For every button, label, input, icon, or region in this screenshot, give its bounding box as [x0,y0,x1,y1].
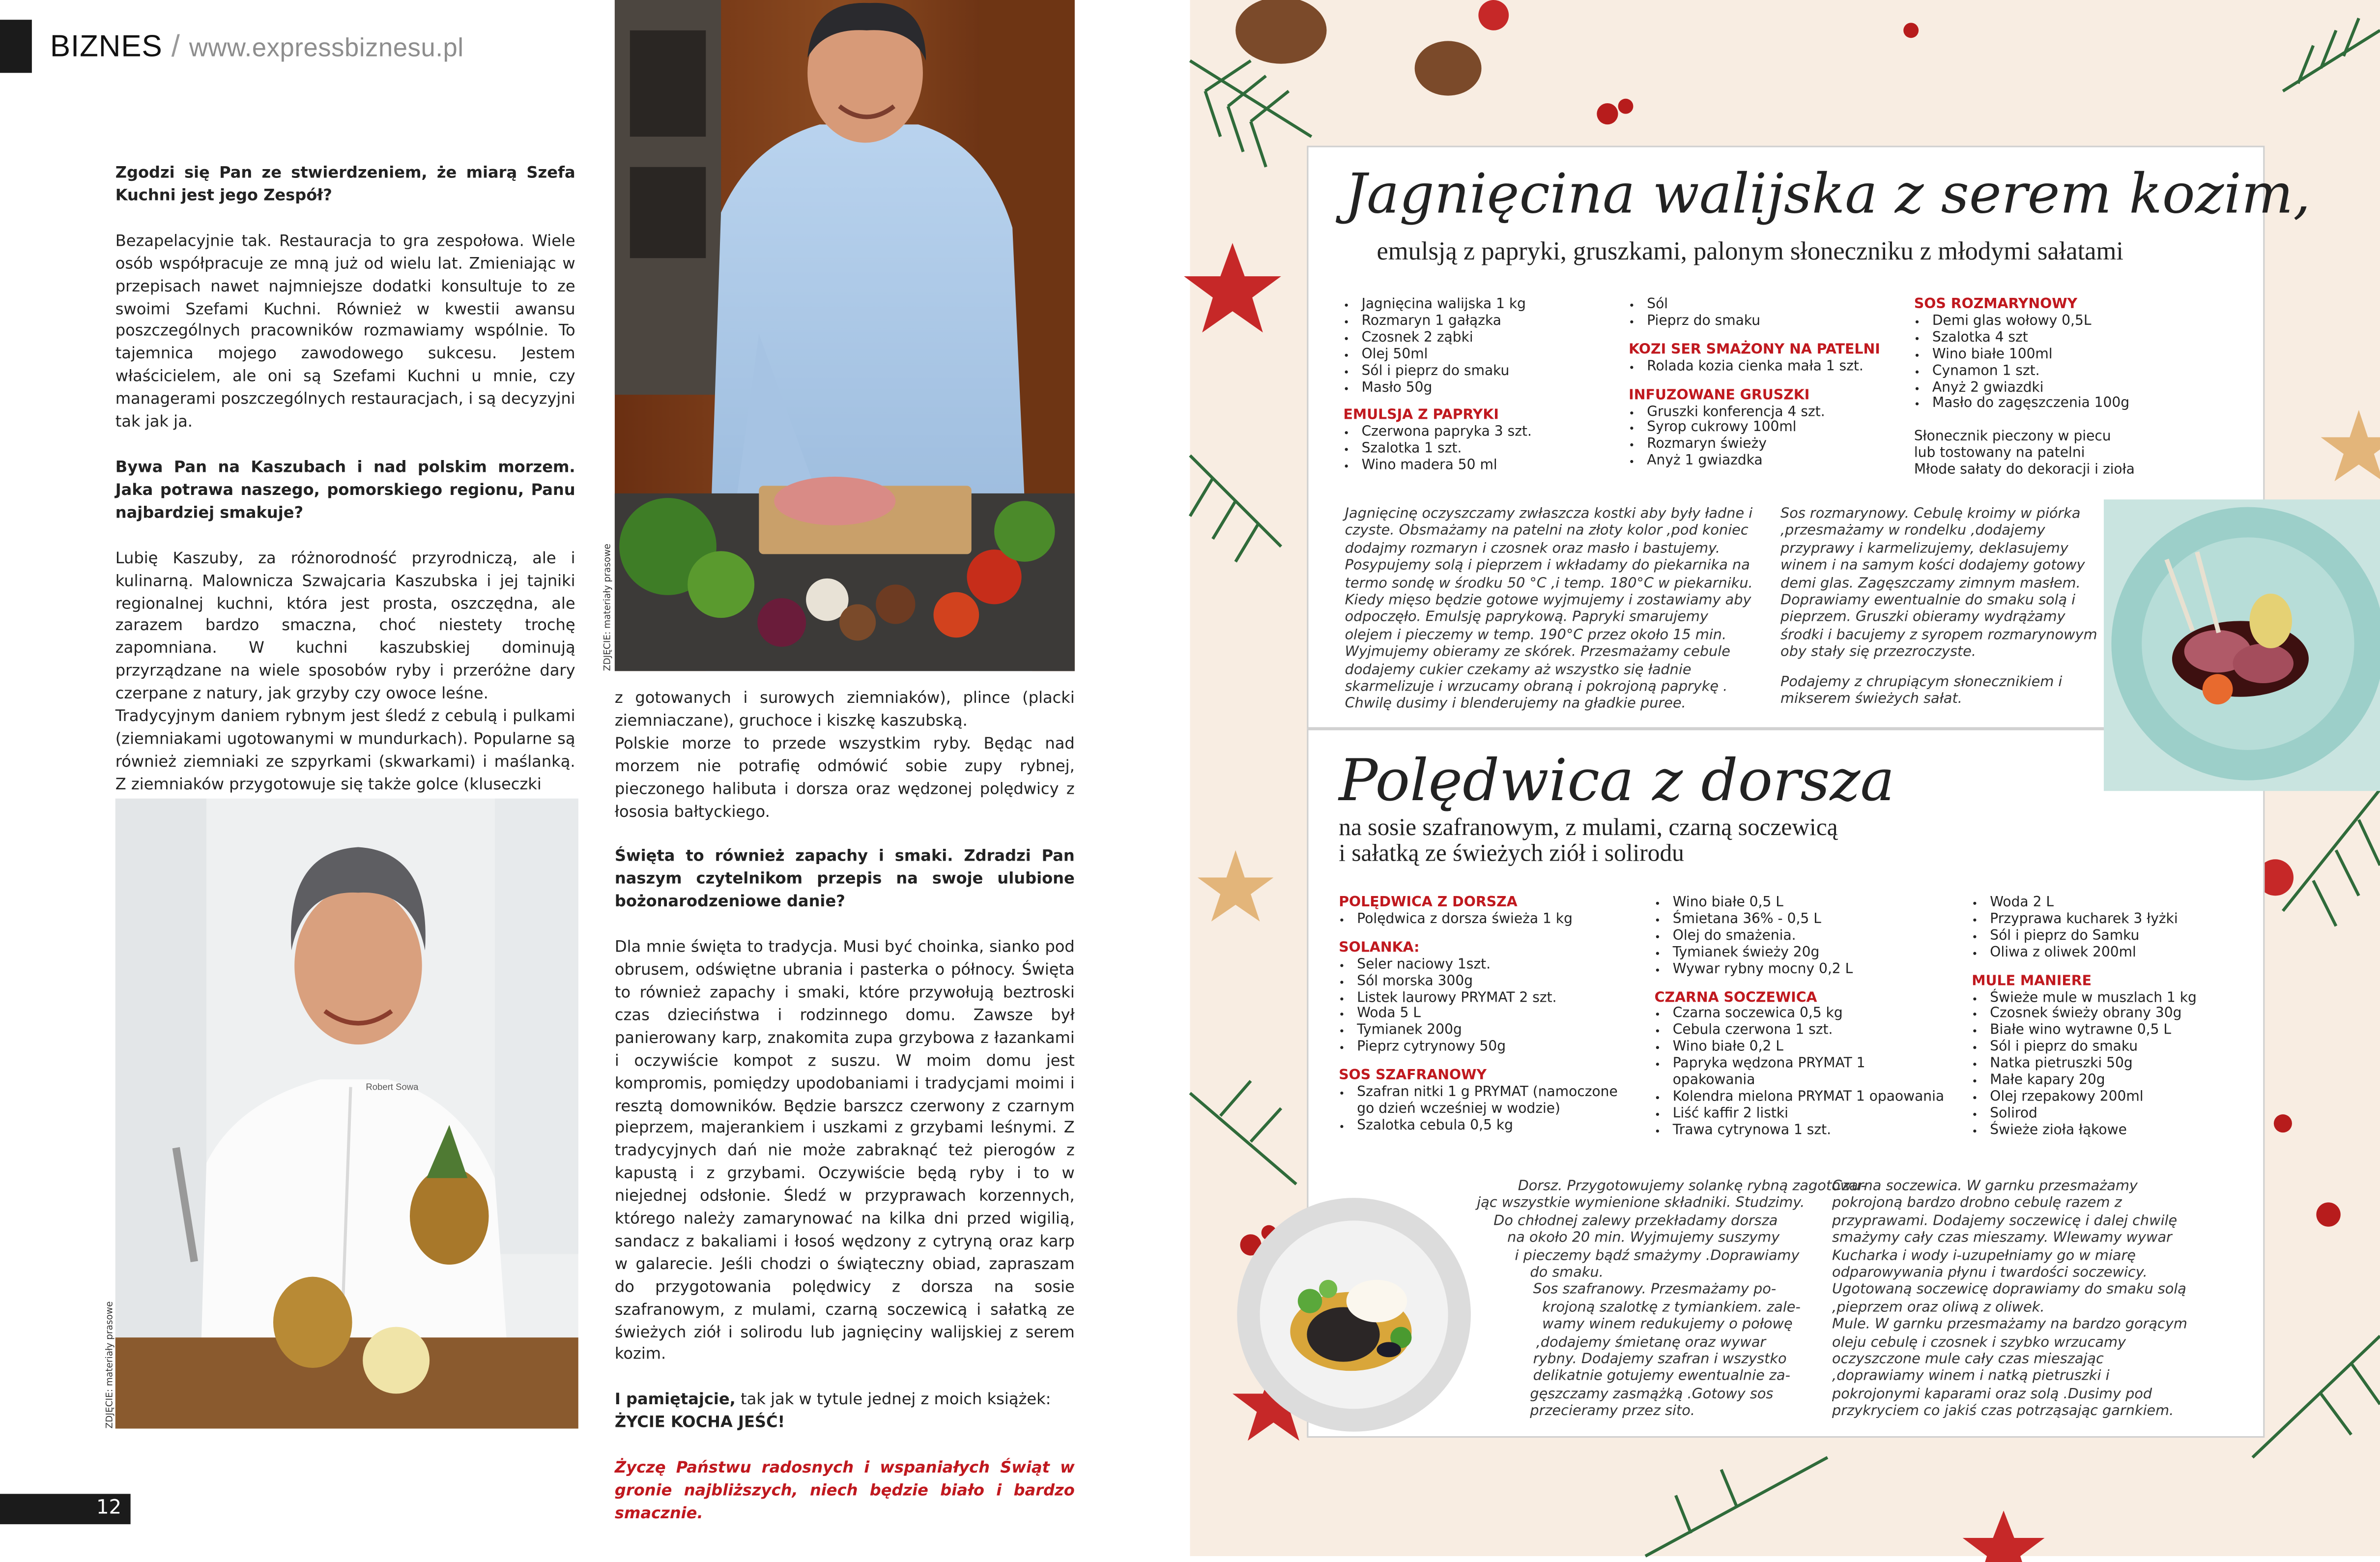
recipe1-subtitle: emulsją z papryki, gruszkami, palonym słoneczniku z młodymi sałatami [1376,236,2123,266]
ingredient-list [1343,297,1616,397]
ingredient-item: • Natka pietruszki 50g [1990,1057,2245,1073]
closing-line [615,1389,1075,1412]
recipe1-ingredients-col3 [1914,297,2187,426]
ingredient-item: • Wino madera 50 ml [1362,459,1617,475]
ingredient-group-heading: MULE MANIERE [1972,972,2092,989]
ingredient-item: • Polędwica z dorsza świeża 1 kg [1357,912,1621,929]
ingredient-item: • Cebula czerwona 1 szt. [1673,1024,1952,1041]
ingredient-item: • Wino białe 0,5 L [1673,896,1952,912]
article-column-1 [115,163,575,794]
ingredient-list [1972,896,2245,962]
ingredient-item: • Śmietana 36% - 0,5 L [1673,912,1952,929]
ingredient-list [1629,359,1902,376]
ingredient-item: • Rolada kozia cienka mała 1 szt. [1647,359,1902,376]
ingredient-group-heading: SOS ROZMARYNOWY [1914,296,2078,313]
ingredient-item: • Sól morska 300g [1357,974,1621,991]
interview-paragraph: Bezapelacyjnie tak. Restauracja to gra zespołowa. Wiele osób współpracuje ze mną już od wielu lat. Zmieniając w przepisach nawet najmniejsze dodatki konsultuje to ze swoimi Szefami Kuchni. Również w kwestii awansu poszczególnych pracowników rozmawiamy wspólnie. To tajemnica mojego zawodowego sukcesu. Jestem właścicielem, ale oni są Szefami Kuchni u mnie, czy managerami poszczególnych restauracjach, i są decyzyjni tak jak ja. [115,232,575,432]
recipe1-method-left [1345,506,1755,714]
recipe1-garnish-note [1914,430,2187,479]
ingredient-item: • Olej 50ml [1362,347,1617,364]
method-line: i pieczemy bądź smażymy .Doprawiamy [1515,1247,1800,1264]
paragraph-gap [615,1435,1075,1457]
ingredient-group-heading: INFUZOWANE GRUSZKI [1629,386,1810,404]
jacket-embroidery: Robert Sowa [366,1081,419,1092]
recipe1-serving-text: Podajemy z chrupiącym słonecznikiem i mikserem świeżych sałat. [1780,673,2063,708]
interview-paragraph: Polskie morze to przede wszystkim ryby. Będąc nad morzem nie potrafię odmówić sobie zupy rybnej, pieczonego halibuta i dorsza oraz wędzonej polędwicy z łososia bałtyckiego. [614,734,1075,821]
ingredient-group-heading: KOZI SER SMAŻONY NA PATELNI [1629,341,1880,358]
ingredient-item: • Demi glas wołowy 0,5L [1932,314,2187,331]
recipe2-subtitle-line1: na sosie szafranowym, z mulami, czarną soczewicą [1339,815,1838,841]
lamb-dish-photo [2104,499,2380,791]
method-line: do smaku. [1530,1265,1604,1282]
paragraph-gap [115,208,575,231]
ingredient-item: • Solirod [1990,1106,2245,1123]
recipe2-method-mussels: Mule. W garnku przesmażamy na bardzo gorącym oleju cebulę i czosnek i szybko wrzucamy oczyszczone mule cały czas mieszając ,doprawiamy winem i natką pietruszki i pokrojonymi kaparami oraz solą .Dusimy pod przykryciem co jakiś czas potrząsając garnkiem. [1832,1316,2187,1420]
chef-cooking-photo [615,0,1075,671]
ingredient-list [1655,1007,1952,1139]
closing-rest: tak jak w tytule jednej z moich książek: [741,1391,1051,1410]
paragraph-gap [615,914,1075,937]
ingredient-group-heading: EMULSJA Z PAPRYKI [1343,407,1499,425]
holiday-wishes: Życzę Państwu radosnych i wspaniałych Świąt w gronie najbliższych, niech będzie biało i bardzo smacznie. [614,1459,1075,1523]
interview-paragraph: Tradycyjnym daniem rybnym jest śledź z cebulą i pulkami (ziemniakami ugotowanymi w mundurkach). Popularne są również ziemniaki ze szpyrkami (skwarkami) i maślanką. Z ziemniaków przygotowuje się także golce (kluseczki [115,707,575,794]
photo-credit-1: ZDJĘCIE: materiały prasowe [602,544,613,671]
ingredient-item: • Szalotka 1 szt. [1362,442,1617,459]
paragraph-gap [615,823,1075,846]
ingredient-group-heading: SOLANKA: [1339,939,1420,956]
ingredient-list [1914,314,2187,413]
recipe2-subtitle-line2: i sałatką ze świeżych ziół i solirodu [1339,841,1684,867]
ingredient-item: • Czerwona papryka 3 szt. [1362,426,1617,442]
ingredient-item: • Świeże zioła łąkowe [1990,1123,2245,1140]
recipe2-method-lentils: Czarna soczewica. W garnku przesmażamy pokrojoną bardzo drobno cebulę razem z przyprawami. Dodajemy soczewicę i dalej chwilę smażymy cały czas mieszamy. Wlewamy wywar Kucharka i wody i-uzupełniamy go w miarę odparowywania płynu i twardości soczewicy. Ugotowaną soczewicę doprawiamy do smaku solą ,pieprzem oraz oliwą z oliwek. [1832,1178,2186,1316]
ingredient-item: • Kolendra mielona PRYMAT 1 opaowania [1673,1090,1952,1107]
interview-paragraph: z gotowanych i surowych ziemniaków), plince (placki ziemniaczane), gruchoce i kiszkę kaszubską. [614,689,1075,730]
ingredient-item: • Sól [1647,297,1902,314]
paragraph-gap [115,525,575,548]
ingredient-item: • Przyprawa kucharek 3 łyżki [1990,912,2245,929]
ingredient-item: • Olej do smażenia. [1673,929,1952,946]
ingredient-item: • Wino białe 100ml [1932,347,2187,364]
ingredient-item: • Czosnek 2 ząbki [1362,331,1617,347]
ingredient-list [1629,297,1902,330]
ingredient-item: • Szafran nitki 1 g PRYMAT (namoczone go dzień wcześniej w wodzie) [1357,1086,1621,1119]
ingredient-item: • Tymianek 200g [1357,1024,1621,1041]
ingredient-item: • Gruszki konferencja 4 szt. [1647,405,1902,421]
ingredient-item: • Wywar rybny mocny 0,2 L [1673,962,1952,979]
recipe2-title: Polędwica z dorsza [1339,747,1895,814]
method-line: Sos szafranowy. Przesmażamy po- [1533,1282,1777,1299]
ingredient-item: • Sól i pieprz do smaku [1990,1041,2245,1057]
recipe1-ingredients-col1 [1343,297,1616,487]
header-marker-bar [0,20,32,73]
ingredient-item: • Szalotka cebula 0,5 kg [1357,1119,1621,1135]
header-section-title [50,30,464,65]
ingredient-item: • Masło 50g [1362,380,1617,397]
garnish-line-2: lub tostowany na patelni [1914,446,2085,462]
ingredient-item: • Anyż 2 gwiazdki [1932,380,2187,397]
ingredient-list [1629,405,1902,471]
ingredient-item: • Anyż 1 gwiazdka [1647,454,1902,471]
book-title: ŻYCIE KOCHA JEŚĆ! [614,1414,785,1432]
recipe2-method-left [1427,1178,1866,1420]
lamb-dish-illustration [2104,499,2380,791]
chef-portrait-illustration [115,799,578,1429]
ingredient-item: • Cynamon 1 szt. [1932,364,2187,380]
ingredient-item: • Woda 2 L [1990,896,2245,912]
ingredient-item: • Tymianek świeży 20g [1673,945,1952,962]
ingredient-item: • Sól i pieprz do Samku [1990,929,2245,946]
recipe1-method-left-text: Jagnięcinę oczyszczamy zwłaszcza kostki aby były ładne i czyste. Obsmażamy na patelni na złoty kolor ,pod koniec dodajmy rozmaryn i czosnek oraz masło i bastujemy. Posypujemy solą i pieprzem i wkładamy do piekarnika na termo sondę w środku 50 °C ,i temp. 180°C w piekarniku. Kiedy mięso będzie gotowe wyjmujemy i zostawiamy aby odpoczęło. Emulsję paprykową. Papryki smarujemy olejem i pieczemy w temp. 190°C przez około 15 min. Wyjmujemy obieramy ze skórek. Przesmażamy cebule dodajemy cukier czekamy aż wszystko się ładnie skarmelizuje i wrzucamy obraną i pokrojoną paprykę . Chwilę dusimy i blenderujemy na gładkie puree. [1345,505,1753,713]
recipe1-ingredients-col2 [1629,297,1902,483]
recipe2-method-right [1832,1178,2196,1420]
method-line: delikatnie gotujemy ewentualnie za- [1533,1368,1790,1386]
method-line: rybny. Dodajemy szafran i wszystko [1533,1351,1787,1368]
ingredient-item: • Pieprz cytrynowy 50g [1357,1041,1621,1057]
recipe1-title: Jagnięcina walijska z serem kozim, [1345,164,2311,227]
method-line: Dorsz. Przygotowujemy solankę rybną zagotowu- [1518,1178,1866,1195]
closing-lead: I pamiętajcie, [614,1391,736,1410]
paragraph-gap [615,1367,1075,1389]
garnish-line-3: Młode sałaty do dekoracji i zioła [1914,463,2135,478]
page-number: 12 [0,1494,131,1524]
ingredient-item: • Seler naciowy 1szt. [1357,957,1621,974]
ingredient-group-heading: SOS SZAFRANOWY [1339,1067,1487,1084]
recipe1-method-right-text: Sos rozmarynowy. Cebulę kroimy w piórka ,przesmażamy w rondelku ,dodajemy przyprawy i karmelizujemy, deklasujemy winem i na samym kości dodajemy gotowy demi glas. Zagęszczamy zimnym masłem. Doprawiamy ewentualnie do smaku solą i pieprzem. Gruszki obieramy wydrążamy środki i bacujemy z syropem rozmarynowym oby stały się przezroczyste. [1780,505,2097,661]
ingredient-item: • Trawa cytrynowa 1 szt. [1673,1123,1952,1140]
recipe2-ingredients-col3 [1972,896,2245,1152]
ingredient-item: • Wino białe 0,2 L [1673,1041,1952,1057]
ingredient-item: • Olej rzepakowy 200ml [1990,1090,2245,1107]
interview-paragraph: Dla mnie święta to tradycja. Musi być choinka, sianko pod obrusem, odświętne ubrania i pasterka o północy. Święta to również zapachy i smaki, które przywołują beztroski czas dzieciństwa i rodzinnego domu. Zawsze był panierowany karp, znakomita zupa grzybowa z łazankami i oczywiście kompot z suszu. W moim domu jest kompromis, pomiędzy upodobaniami i tradycjami moimi i resztą domowników. Będzie barszcz czerwony z czarnym pieprzem, majerankiem i uszkami z grzybami leśnymi. Z tradycyjnych dań nie może zabraknąć też pierogów z kapustą i z grzybami. Oczywiście będą ryby i to w niejednej odsłonie. Śledź w przyprawach korzennych, którego należy zamarynować na kilka dni przed wigilią, sandacz z bakaliami i łosoś wędzony z cytryną oraz karp w galarecie. Jeśli chodzi o świąteczny obiad, zapraszam do przygotowania polędwicy z dorsza na sosie szafranowym, z mulami, czarną soczewicą i sałatką ze świeżych ziół i solirodu lub jagnięciny walijskiej z serem kozim. [614,938,1075,1364]
ingredient-item: • Liść kaffir 2 listki [1673,1106,1952,1123]
recipe2-ingredients-col2 [1655,896,1952,1152]
ingredient-item: • Oliwa z oliwek 200ml [1990,945,2245,962]
interview-question: Zgodzi się Pan ze stwierdzeniem, że miarą Szefa Kuchni jest jego Zespół? [115,164,575,205]
ingredient-group-heading: POLĘDWICA Z DORSZA [1339,894,1518,911]
ingredient-list [1655,896,1952,978]
ingredient-item: • Rozmaryn 1 gałązka [1362,314,1617,331]
ingredient-item: • Listek laurowy PRYMAT 2 szt. [1357,991,1621,1008]
header-section: BIZNES [50,30,163,64]
method-line: gęszczamy zasmążką .Gotowy sos [1530,1386,1774,1403]
article-column-2 [614,688,1075,1523]
ingredient-list [1339,912,1621,929]
ingredient-item: • Czarna soczewica 0,5 kg [1673,1007,1952,1024]
ingredient-item: • Szalotka 4 szt [1932,331,2187,347]
interview-paragraph: Lubię Kaszuby, za różnorodność przyrodniczą, ale i kulinarną. Malownicza Szwajcaria Kaszubska i jej tajniki regionalnej kuchni, która jest prosta, oszczędna, ale zarazem bardzo smaczna, choć niestety trochę zapomniana. W kuchni kaszubskiej dominują przyrządzane na wiele sposobów ryby i przeróżne dary czerpane z natury, jak grzyby czy owoce leśne. [115,549,575,703]
interview-question: Bywa Pan na Kaszubach i nad polskim morzem. Jaka potrawa naszego, pomorskiego regionu, Panu najbardziej smakuje? [115,458,575,522]
ingredient-item: • Jagnięcina walijska 1 kg [1362,297,1617,314]
ingredient-item: • Papryka wędzona PRYMAT 1 opakowania [1673,1057,1952,1090]
ingredient-item: • Pieprz do smaku [1647,314,1902,331]
header-separator: / [171,30,180,64]
recipe2-ingredients-col1 [1339,896,1621,1147]
ingredient-item: • Woda 5 L [1357,1007,1621,1024]
photo-credit-2: ZDJĘCIE: materiały prasowe [105,1301,115,1429]
method-line: ,dodajemy śmietanę oraz wywar [1536,1333,1766,1351]
pine-cones [1235,0,1481,96]
ingredient-item: • Syrop cukrowy 100ml [1647,421,1902,438]
garnish-line-1: Słonecznik pieczony w piecu [1914,430,2111,445]
ingredient-item: • Białe wino wytrawne 0,5 L [1990,1024,2245,1041]
header-url: www.expressbiznesu.pl [189,33,464,62]
ingredient-item: • Świeże mule w muszlach 1 kg [1990,991,2245,1008]
ingredient-list [1339,1086,1621,1135]
paragraph-gap [115,434,575,457]
ingredient-item: • Czosnek świeży obrany 30g [1990,1007,2245,1024]
ingredient-item: • Sól i pieprz do smaku [1362,364,1617,380]
method-line: wamy winem redukujemy o połowę [1542,1316,1793,1333]
ingredient-list [1972,991,2245,1140]
method-line: na około 20 min. Wyjmujemy suszymy [1507,1230,1780,1247]
ingredient-group-heading: CZARNA SOCZEWICA [1654,989,1817,1006]
ingredient-item: • Małe kapary 20g [1990,1073,2245,1090]
ingredient-list [1339,957,1621,1057]
method-line: krojoną szalotkę z tymiankiem. zale- [1542,1299,1801,1316]
interview-question: Święta to również zapachy i smaki. Zdradzi Pan naszym czytelnikom przepis na swoje ulubione bożonarodzeniowe danie? [614,847,1075,912]
method-line: przecieramy przez sito. [1530,1403,1695,1420]
ingredient-item: • Rozmaryn świeży [1647,438,1902,455]
chef-cooking-illustration [615,0,1075,671]
method-line: jąc wszystkie wymienione składniki. Studzimy. [1477,1195,1805,1213]
ingredient-item: • Masło do zagęszczenia 100g [1932,397,2187,414]
chef-portrait-photo [115,799,578,1429]
method-line: Do chłodnej zalewy przekładamy dorsza [1493,1213,1778,1230]
recipe1-method-right [1780,506,2102,708]
ingredient-list [1343,426,1616,475]
